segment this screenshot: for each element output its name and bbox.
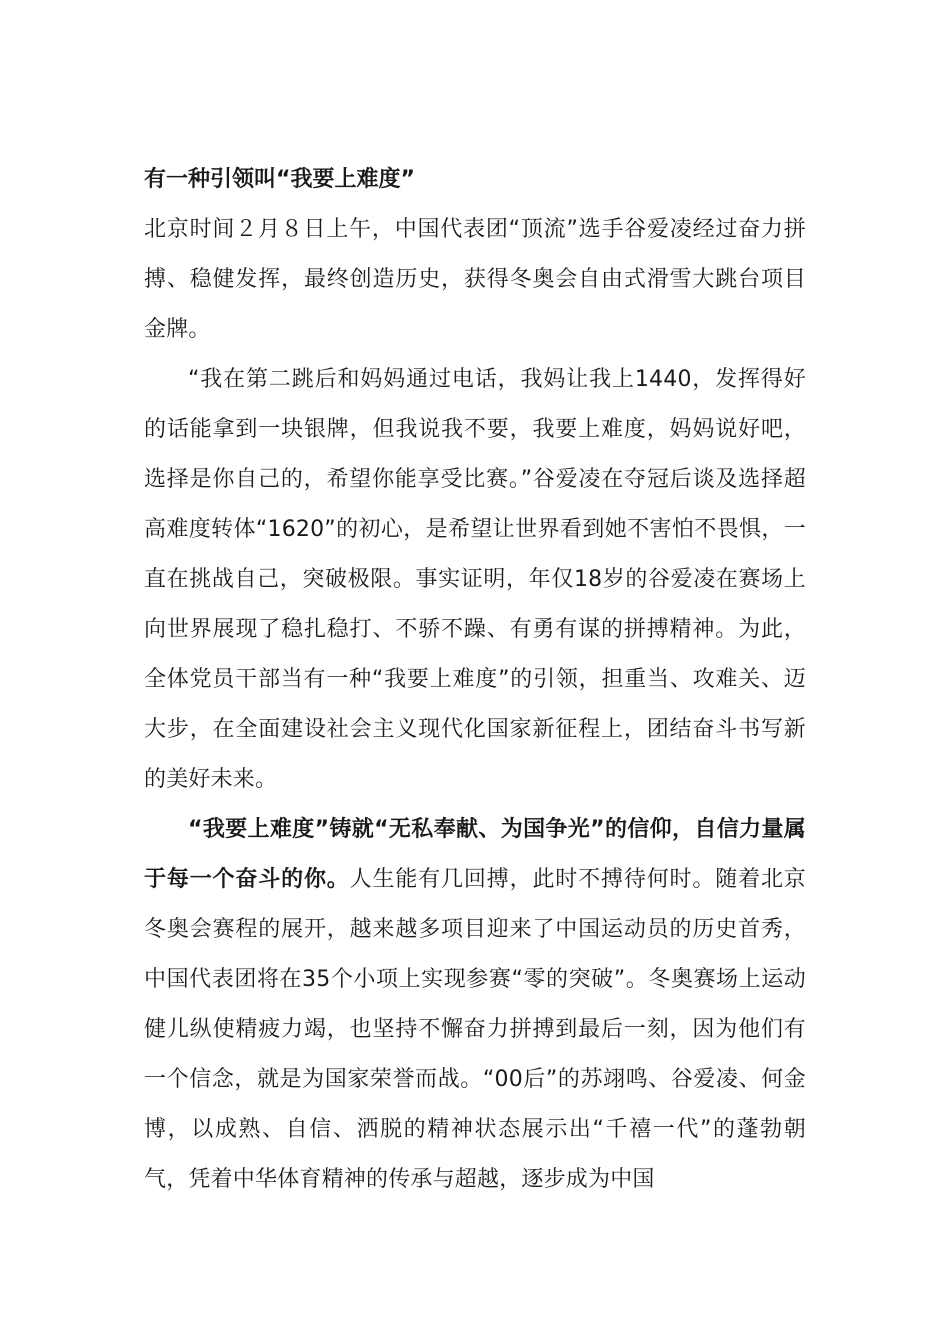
section-heading: 有一种引领叫“我要上难度” <box>144 167 415 192</box>
paragraph-2 <box>144 355 806 805</box>
paragraph-1-text: 北京时间２月８日上午，中国代表团“顶流”选手谷爱凌经过奋力拼搏、稳健发挥，最终创造历史，获得冬奥会自由式滑雪大跳台项目金牌。 <box>144 217 806 342</box>
paragraph-3-lead: “我要上难度”铸就“无私奉献、为国争光”的信仰，自信力量属于每一个奋斗的你。 <box>144 817 806 892</box>
paragraph-3 <box>144 805 806 1205</box>
paragraph-1 <box>144 205 806 355</box>
document-body <box>144 155 806 1205</box>
paragraph-2-text: “我在第二跳后和妈妈通过电话，我妈让我上1440，发挥得好的话能拿到一块银牌，但我说我不要，我要上难度，妈妈说好吧，选择是你自己的，希望你能享受比赛。”谷爱凌在夺冠后谈及选择超高难度转体“1620”的初心，是希望让世界看到她不害怕不畏惧，一直在挑战自己，突破极限。事实证明，年仅18岁的谷爱凌在赛场上向世界展现了稳扎稳打、不骄不躁、有勇有谋的拼搏精神。为此，全体党员干部当有一种“我要上难度”的引领，担重当、攻难关、迈大步，在全面建设社会主义现代化国家新征程上，团结奋斗书写新的美好未来。 <box>144 367 806 792</box>
paragraph-3-text: 人生能有几回搏，此时不搏待何时。随着北京冬奥会赛程的展开，越来越多项目迎来了中国运动员的历史首秀，中国代表团将在35个小项上实现参赛“零的突破”。冬奥赛场上运动健儿纵使精疲力竭，也坚持不懈奋力拼搏到最后一刻，因为他们有一个信念，就是为国家荣誉而战。“00后”的苏翊鸣、谷爱凌、何金博，以成熟、自信、洒脱的精神状态展示出“千禧一代”的蓬勃朝气，凭着中华体育精神的传承与超越，逐步成为中国 <box>144 867 806 1192</box>
